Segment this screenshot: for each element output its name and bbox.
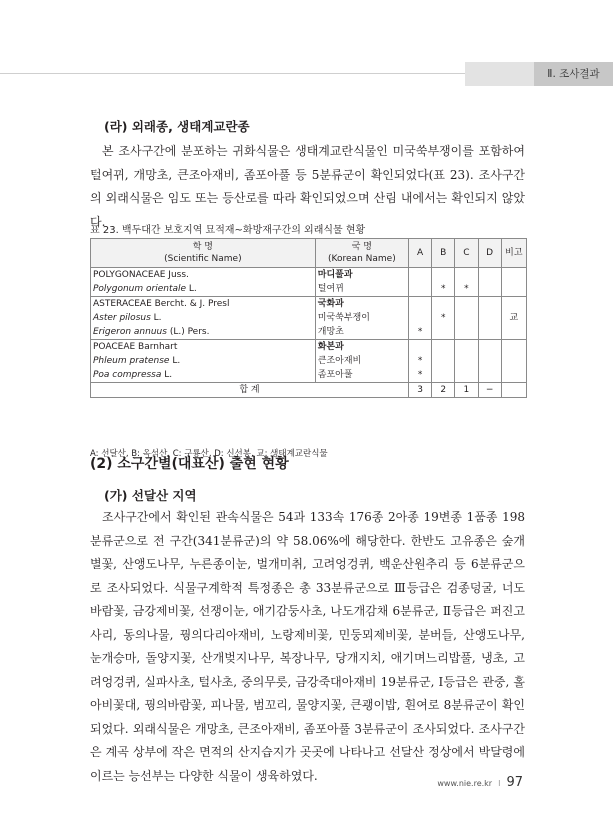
species-author: L. xyxy=(153,313,162,323)
cell-d xyxy=(478,311,501,325)
section-2-paragraph xyxy=(90,506,525,788)
cell-a xyxy=(409,268,432,283)
total-label: 합 계 xyxy=(91,383,409,398)
species-author: L. xyxy=(164,370,173,380)
cell-b xyxy=(432,325,455,340)
cell-c xyxy=(455,354,478,368)
cell-note xyxy=(501,368,526,383)
chapter-label: Ⅱ. 조사결과 xyxy=(534,62,613,86)
total-c: 1 xyxy=(455,383,478,398)
cell-a xyxy=(409,282,432,297)
total-b: 2 xyxy=(432,383,455,398)
page-number: 97 xyxy=(506,775,523,790)
cell-note: 교 xyxy=(501,311,526,325)
footer-separator: I xyxy=(498,779,501,788)
cell-note xyxy=(501,297,526,312)
cell-a xyxy=(409,311,432,325)
table-footnote: A: 선달산, B: 옥석산, C: 구룡산, D: 신선봉, 교: 생태계교란식물 xyxy=(90,449,328,459)
cell-c xyxy=(455,340,478,355)
cell-note xyxy=(501,282,526,297)
header-scientific-name xyxy=(91,239,316,268)
header-a: A xyxy=(409,239,432,268)
cell-a xyxy=(409,297,432,312)
table-row xyxy=(91,325,527,340)
cell-a: * xyxy=(409,354,432,368)
species-author: (L.) Pers. xyxy=(169,327,210,337)
table-23-title: 표 23. 백두대간 보호지역 묘적재~화방재구간의 외래식물 현황 xyxy=(90,225,366,236)
species-author: L. xyxy=(172,356,181,366)
species-name xyxy=(91,368,316,383)
table-row xyxy=(91,368,527,383)
species-name xyxy=(91,325,316,340)
header-d: D xyxy=(478,239,501,268)
running-header xyxy=(0,62,613,86)
family-name: ASTERACEAE Bercht. & J. Presl xyxy=(91,297,316,312)
species-korean: 좀포아풀 xyxy=(315,368,408,383)
header-sci-en: (Scientific Name) xyxy=(164,254,242,264)
table-23 xyxy=(90,238,527,398)
table-row xyxy=(91,354,527,368)
cell-b xyxy=(432,268,455,283)
family-name: POLYGONACEAE Juss. xyxy=(91,268,316,283)
total-d: − xyxy=(478,383,501,398)
cell-a xyxy=(409,340,432,355)
cell-d xyxy=(478,354,501,368)
cell-d xyxy=(478,325,501,340)
cell-c xyxy=(455,311,478,325)
table-header-row xyxy=(91,239,527,268)
species-korean: 미국쑥부쟁이 xyxy=(315,311,408,325)
species-binomial: Aster pilosus xyxy=(93,313,151,323)
header-kor-en: (Korean Name) xyxy=(328,254,396,264)
header-b: B xyxy=(432,239,455,268)
cell-b xyxy=(432,340,455,355)
cell-a: * xyxy=(409,325,432,340)
cell-a: * xyxy=(409,368,432,383)
species-korean: 큰조아재비 xyxy=(315,354,408,368)
family-korean: 마디풀과 xyxy=(315,268,408,283)
section-ra-paragraph xyxy=(90,140,525,234)
header-korean-name xyxy=(315,239,408,268)
species-korean: 개망초 xyxy=(315,325,408,340)
species-binomial: Phleum pratense xyxy=(93,356,170,366)
header-kor-ko: 국 명 xyxy=(351,242,372,252)
species-korean: 털여뀌 xyxy=(315,282,408,297)
cell-b xyxy=(432,297,455,312)
total-row xyxy=(91,383,527,398)
table-row xyxy=(91,268,527,283)
species-binomial: Poa compressa xyxy=(93,370,162,380)
cell-note xyxy=(501,268,526,283)
family-korean: 화본과 xyxy=(315,340,408,355)
header-note: 비고 xyxy=(501,239,526,268)
section-2-sub-heading: (가) 선달산 지역 xyxy=(104,488,197,503)
family-korean: 국화과 xyxy=(315,297,408,312)
table-row xyxy=(91,297,527,312)
section-ra-text: 본 조사구간에 분포하는 귀화식물은 생태계교란식물인 미국쑥부쟁이를 포함하여 털여뀌, 개망초, 큰조아재비, 좀포아풀 등 5분류군이 확인되었다(표 23). 조사구간의 외래식물은 임도 또는 등산로를 따라 확인되었으며 산림 내에서는 확인되지 않았다. xyxy=(90,144,525,229)
cell-d xyxy=(478,268,501,283)
total-note xyxy=(501,383,526,398)
species-binomial: Polygonum orientale xyxy=(93,284,187,294)
cell-b: * xyxy=(432,311,455,325)
header-rule xyxy=(0,73,465,74)
footer-url: www.nie.re.kr xyxy=(437,779,493,788)
family-name: POACEAE Barnhart xyxy=(91,340,316,355)
table-row xyxy=(91,311,527,325)
cell-d xyxy=(478,340,501,355)
cell-c xyxy=(455,268,478,283)
cell-d xyxy=(478,297,501,312)
total-a: 3 xyxy=(409,383,432,398)
table-row xyxy=(91,340,527,355)
cell-c: * xyxy=(455,282,478,297)
cell-note xyxy=(501,325,526,340)
section-2-heading: (2) 소구간별(대표산) 출현 현황 xyxy=(90,456,289,472)
cell-b: * xyxy=(432,282,455,297)
header-sci-ko: 학 명 xyxy=(192,242,213,252)
section-ra-heading: (라) 외래종, 생태계교란종 xyxy=(104,119,250,134)
cell-b xyxy=(432,368,455,383)
cell-c xyxy=(455,325,478,340)
cell-note xyxy=(501,340,526,355)
species-author: L. xyxy=(188,284,197,294)
species-name xyxy=(91,311,316,325)
cell-d xyxy=(478,282,501,297)
page-footer xyxy=(437,775,523,790)
cell-b xyxy=(432,354,455,368)
species-name xyxy=(91,354,316,368)
species-name xyxy=(91,282,316,297)
section-2-text: 조사구간에서 확인된 관속식물은 54과 133속 176종 2아종 19변종 1품종 198분류군으로 전 구간(341분류군)의 약 58.06%에 해당한다. 한반도 고유종은 숲개별꽃, 산앵도나무, 누른종이눈, 벌개미취, 고려엉겅퀴, 백운산원추리 등 6분류군으로 조사되었다. 식물구계학적 특정종은 총 33분류군으로 Ⅲ등급은 검종덩굴, 너도바람꽃, 금강제비꽃, 선쟁이눈, 애기감둥사초, 나도개감채 6분류군, Ⅱ등급은 퍼진고사리, 동의나물, 꿩의다리아재비, 노랑제비꽃, 민둥뫼제비꽃, 분버들, 산앵도나무, 눈개승마, 돌양지꽃, 산개벚지나무, 복장나무, 당개지치, 애기며느리밥풀, 냉초, 고려엉겅퀴, 실파사초, 털사초, 중의무릇, 금강죽대아재비 19분류군, Ⅰ등급은 관중, 홀아비꽃대, 꿩의바람꽃, 피나물, 범꼬리, 물양지꽃, 큰괭이밥, 흰여로 8분류군이 확인되었다. 외래식물은 개망초, 큰조아재비, 좀포아풀 3분류군이 조사되었다. 조사구간은 계곡 상부에 작은 면적의 산지습지가 곳곳에 나타나고 선달산 정상에서 박달령에 이르는 능선부는 다양한 식물이 생육하였다. xyxy=(90,510,525,783)
cell-d xyxy=(478,368,501,383)
species-binomial: Erigeron annuus xyxy=(93,327,167,337)
cell-c xyxy=(455,368,478,383)
cell-note xyxy=(501,354,526,368)
cell-c xyxy=(455,297,478,312)
table-row xyxy=(91,282,527,297)
header-c: C xyxy=(455,239,478,268)
